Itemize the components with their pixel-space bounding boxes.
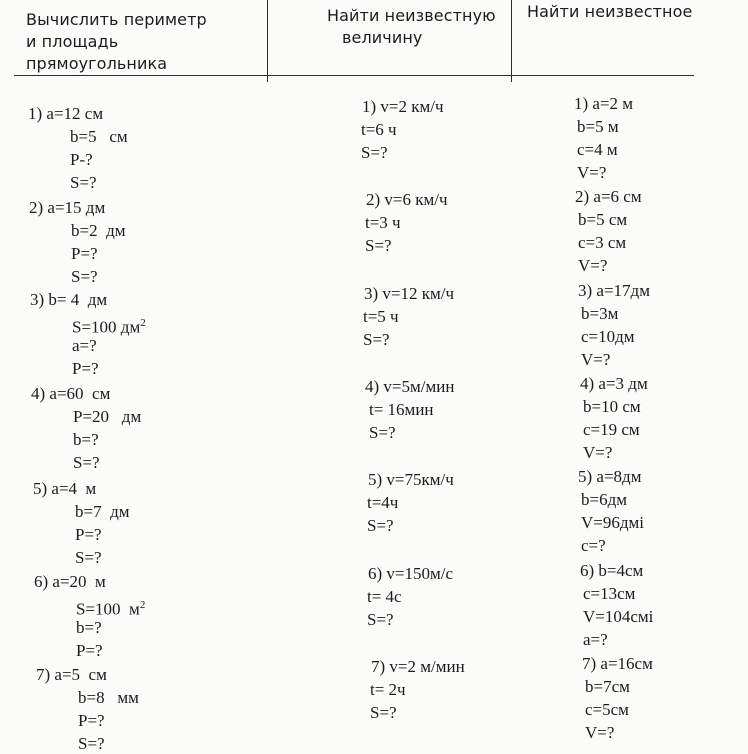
column3-header-line: Найти неизвестное <box>527 2 693 21</box>
column-divider-2 <box>511 0 512 82</box>
problem-first-line: 2) v=6 км/ч <box>366 190 448 209</box>
problem-line: V=? <box>585 723 615 742</box>
problem-line: S=? <box>75 548 102 567</box>
problem-line: S=? <box>365 236 392 255</box>
problem-line: a=? <box>583 630 608 649</box>
column1-header <box>26 9 256 75</box>
problem-line: b=? <box>76 618 102 637</box>
problem-line: a=? <box>72 336 97 355</box>
problem-line: c=? <box>581 536 606 555</box>
problem-line: b=5 см <box>70 127 128 146</box>
problem-line: b=5 м <box>577 117 619 136</box>
problem-line: b=? <box>73 430 99 449</box>
problem-line: P=20 дм <box>73 407 142 426</box>
problem-line: P=? <box>76 641 103 660</box>
problem-first-line: 6) b=4см <box>580 561 644 580</box>
problem-line: P=? <box>72 359 99 378</box>
problem-first-line: 3) a=17дм <box>578 281 650 300</box>
problem-first-line: 5) a=8дм <box>578 467 642 486</box>
problem-line: b=7см <box>585 677 630 696</box>
problem-line: P=? <box>78 711 105 730</box>
problem-line: V=? <box>583 443 613 462</box>
problem-line: b=7 дм <box>75 502 130 521</box>
column3-header <box>527 1 727 23</box>
column1-header-line: прямоугольника <box>26 54 168 73</box>
problem-first-line: 7) a=5 см <box>36 665 107 684</box>
problem-first-line: 1) a=12 см <box>28 104 104 123</box>
problem-line: S=? <box>369 423 396 442</box>
column2-header-line: Найти неизвестную <box>327 6 496 25</box>
problem-line: P=? <box>71 244 98 263</box>
problem-line: V=96дмі <box>581 513 644 532</box>
problem-line: P-? <box>70 150 93 169</box>
squared-superscript: 2 <box>140 317 146 329</box>
problem-line: c=10дм <box>581 327 635 346</box>
column1-header-line: и площадь <box>26 32 119 51</box>
problem-line: t=4ч <box>367 493 399 512</box>
problem-line: b=5 см <box>578 210 628 229</box>
problem-first-line: 4) v=5м/мин <box>365 377 455 396</box>
problem-first-line: 7) a=16см <box>582 654 653 673</box>
problem-line: S=? <box>70 173 97 192</box>
problem-first-line: 4) a=60 см <box>31 384 111 403</box>
problem-line: S=? <box>78 734 105 753</box>
problem-line: V=104смі <box>583 607 654 626</box>
problem-line: P=? <box>75 525 102 544</box>
problem-line: b=3м <box>581 304 619 323</box>
problem-line: V=? <box>578 256 608 275</box>
problem-first-line: 2) a=15 дм <box>29 198 106 217</box>
column-divider-1 <box>267 0 268 82</box>
problem-line: S=100 $дм^2$ <box>72 317 146 337</box>
problem-line: t= 4с <box>367 587 402 606</box>
problem-line: V=? <box>581 350 611 369</box>
problem-line: b=2 дм <box>71 221 126 240</box>
problem-line: S=? <box>363 330 390 349</box>
problem-line: c=13см <box>583 584 636 603</box>
problem-first-line: 5) v=75км/ч <box>368 470 454 489</box>
problem-line: b=10 см <box>583 397 641 416</box>
problem-line: c=5см <box>585 700 629 719</box>
problem-line: c=3 см <box>578 233 627 252</box>
problem-first-line: 6) v=150м/с <box>368 564 454 583</box>
problem-line: S=? <box>367 610 394 629</box>
header-divider <box>14 75 694 76</box>
problem-line: S=? <box>71 267 98 286</box>
problem-line: c=4 м <box>577 140 618 159</box>
problem-first-line: 4) a=3 дм <box>580 374 648 393</box>
problem-first-line: 3) v=12 км/ч <box>364 284 455 303</box>
problem-line: S=? <box>361 143 388 162</box>
column2-header <box>327 5 507 49</box>
problem-line: t=5 ч <box>363 307 399 326</box>
problem-line: S=? <box>73 453 100 472</box>
squared-superscript: 2 <box>139 599 146 611</box>
problem-line: S=? <box>367 516 394 535</box>
problem-first-line: 3) b= 4 дм <box>30 290 108 309</box>
problem-line: b=6дм <box>581 490 627 509</box>
column2-header-line: величину <box>342 28 423 47</box>
problem-line: t= 16мин <box>369 400 434 419</box>
problem-line: t=3 ч <box>365 213 401 232</box>
problem-line: S=100 $м^2$ <box>76 599 146 619</box>
column1-header-line: Вычислить периметр <box>26 10 207 29</box>
problem-line: b=8 мм <box>78 688 139 707</box>
problem-line: V=? <box>577 163 607 182</box>
problem-line: c=19 см <box>583 420 640 439</box>
problem-line: t= 2ч <box>370 680 406 699</box>
problem-first-line: 6) a=20 м <box>34 572 106 591</box>
problem-first-line: 1) v=2 км/ч <box>362 97 444 116</box>
problem-line: S=? <box>370 703 397 722</box>
problem-first-line: 2) a=6 см <box>575 187 642 206</box>
problem-first-line: 7) v=2 м/мин <box>371 657 465 676</box>
problem-line: t=6 ч <box>361 120 397 139</box>
problem-first-line: 5) a=4 м <box>33 479 97 498</box>
problem-first-line: 1) a=2 м <box>574 94 634 113</box>
